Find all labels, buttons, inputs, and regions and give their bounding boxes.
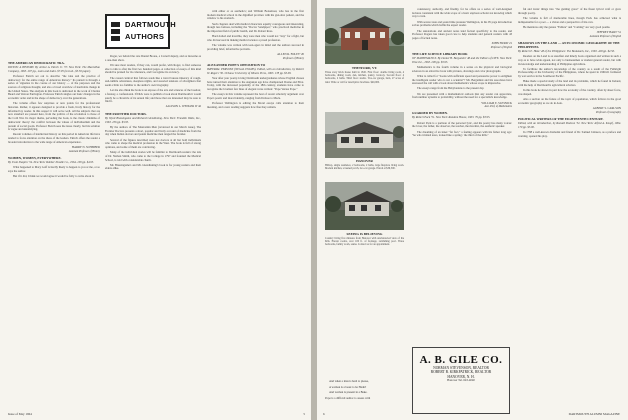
review-subhead: Edited, with an introduction, by Ronald Paulson '52. New York: Alfred A. Knopf, 1964. 170 pp. $5.00. [518,120,621,129]
review-paragraph: The casual carnival that follows reads like a travel bureau itinerary of rough-and-tumble adventures, sleepless nights, and assorted tensions of all-nighters that seem a little too familiar to the author's own biography. [105,75,201,87]
review-subhead: By Wyatt Blassingame and Richard Glendinning. New York: Franklin Watts, Inc., 1963. 256 pp. $3.95. [105,116,201,124]
review-paragraph: Several of the figures described were not doctors at all but bold individuals who came to shape the medical profession in the West. The book is full of strong opinions, and some of them are convincing. [105,137,201,149]
review-paragraph: The volume offers few surprises or new points for the professional historian. Rather, it appears designed to provide a fresh, lively history for the informed lay reader. In this respect it will serve well. All the subjects that are now standard are present here, from the politics of the revolution to those of the Cold War. Its major theme, pervading the book, is the classic dilemma of democratic theory: the conflict between the values of individualism and the pursuit of social goods. Professor Ekirch sees the issue clearly, but his solution is vague and unsatisfying. [8,101,100,132]
review-paragraph: The dreaming of an inner "far fact," a feeling appears with his father long ago: "he who trickled tears, looked like a spring / the third of the hills." [412,129,512,138]
right-column-3 [518,8,621,140]
review-heading: GUARDED BY WOMEN. [412,111,448,116]
review-paragraph: Mr. Blassingame's and Mr. Glendinning's book is for young readers and their elders alike. [105,162,201,171]
review-paragraph: consistency, authority, and finality, for he offers us a series of well-designed lectures consistent with the wide scope of a basic explorer-scholar not knowing which way to turn. [412,7,512,19]
right-footer-magazine: DARTMOUTH ALUMNI MAGAZINE [568,412,620,416]
review-subhead: By Irwin Shapiro '34. New York: Rubber Noodle Co., 1964. 109 pp. $4.95. [8,159,94,164]
review-paragraph: I'm sure most readers, if they can, would prefer, with Roger, to find someone else to talk to after the first two hundred pages. A collection of essays of this kind should be praised for its coherence, and I recognize its accuracy. [105,62,201,75]
house-photo-country [325,182,404,230]
review-paragraph: Hard-boiled and irascible, they were men who would not "stay" for a fight, but who did succeed in making medical science a proud profession. [207,34,304,42]
reviewer-name: ALLISON L. WENGER II '42 [165,104,201,109]
house-illustration [325,8,404,64]
photo-caption-title: SEEING IS BELIEVING [346,232,383,236]
reviewer-role: Professor of History [282,56,304,60]
review-paragraph: What is called for "books with sufficient speed and persuasive power to enlighten the intelligent reader who is not a scientist"? Mr. Bergamini and his associates have answered the call with a book about mathematics whose scope is impressive. [412,73,512,86]
review-paragraph: Professor Wellington is editing the Moral essays calls attention to their meaning, and a new reading suggests how fine they remain. [207,101,304,109]
house-photo-thetford [325,8,404,64]
house-illustration [325,112,404,158]
banner-line-1: DARTMOUTH [125,20,177,29]
photo-caption-title: HANOVER [356,159,373,163]
poem-line: A woman is a beast to be Hadn't [329,384,367,389]
left-column-1 [8,58,100,180]
review-paragraph: The volume is full of memorable lines, though Pack has achieved what is indispensable for a poet — a vision and a perspective of his own. [518,15,621,24]
review-paragraph: Such chapters deal with medical characters equally courageous and interesting, though less famous, including the "Doctor Sandpiper," who practiced medicine in the important field of public health, and Dr. Robert Ross. [207,21,304,34]
review-paragraph: Pope is a difficult author to assess with [325,396,371,401]
review-heading: THE AMERICAN DEMOCRATIC TRA- [8,61,65,65]
review-paragraph: Also a section on the future of the topic of population, which follows in the good economic geography as we do in Asia. [518,97,621,105]
reviewer-name: JEFFREY HART '51 [596,30,621,35]
photo2-caption [325,158,404,172]
review-paragraph: Professor Ekirch set out to describe "the idea and the practice of democracy for the entire range of American history." Its pursuit is through a series of vignettes in the course of our history — of the purposes and the sources of religious thought, and also a broad overview of inevitable change in the United States. The analysis in this book is dedicated in the work of Charles Beard and Vernon Parrington. Professor Ekirch singles out basic changes in the economic order and in the shape of democracy over the generations. [8,73,100,101]
review-subhead: IMPERIAL PERSONS (NEGAL ESSAYS). Edited, with an introduction, by Robert W. Rogers '30. Urbana: University of Illinois Press, 1963. 178 pp. $5.00. [207,66,304,75]
review-heading: POLITICAL WRITERS OF THE EIGHTEENTH CENTURY. [518,116,604,121]
ad-realtor-line: ROBERT B. KIRKPATRICK, REALTOR [430,370,492,375]
right-column-2 [412,8,512,139]
review-heading: SHADOWS ON THE LAND — AN ECONOMIC GEOGRAPHY OF THE PHILIPPINES. [518,40,620,49]
ad-company-name: A. B. GILE CO. [419,354,503,366]
review-paragraph: We are presented with a mathematical outlook that any reader can appreciate, from number systems to probability, without the need for a specialist's knowledge. [412,91,512,100]
review-paragraph: Readers on the Land is as steadfast and timely book organized and written in such a way as to have wide appeal, not only to businessmen or student general reader, but with its knowledge and understanding of Philippine agriculture. [518,54,621,66]
banner-line-2: AUTHORS [125,32,165,41]
right-page [317,0,628,420]
review-paragraph: The essays in this volume represent the best of recent scholarly argument over Pope's poetic and moral identity, ranging from Dobree to Mack. [207,92,304,100]
review-heading: THE LIFE SCIENCE LIBRARY BOOK [412,52,468,57]
house-illustration [325,182,404,230]
left-column-2 [105,55,201,173]
reviewer-name: ALBERT S. CARLSON [592,106,621,111]
review-paragraph: Roger, we behold the rare Daniel Boone, a Cornell deputy, and as tiresome as a one-man show. [105,54,201,62]
review-heading: ALEXANDER POPE'S OPPOSITION TO [207,62,266,67]
review-paragraph: Recent volumes of intellectual history on this period in American life have tended to focus attention on the ideas of the leaders. Ekirch offers the reader a broader introduction to the wide range of American experience. [8,132,100,144]
review-paragraph: Mathematics is the fourth volume in a series on the physical and biological sciences in an attractive book with pictures, drawings and color photographs. [412,64,512,73]
review-heading: WOMEN, WOMEN, EVERYWHERE. [8,155,62,160]
photo-caption-title: THETFORD, VT. [351,66,378,70]
photo3-caption [325,231,404,249]
review-paragraph: But if it did, I think we would agree it would be folly to write about it. [13,174,95,179]
review-subhead: DITION: A HISTORY. By Arthur A. Ekirch Jr. '37. New York: The Macmillan Company, 1963. 297 pp., notes and index. $7.95 (text ed., $5.50 paper). [8,65,100,73]
review-paragraph: Year after year poetry-loving Dartmouth undergraduates whose English classes have turned their attention to the Augustan age have championed Donne and Eliot. Today, with the increased popularity of the 18th century, students have come to recognize the loveliest few lines of elegant verse written: "Pope Versus Pope." [207,75,304,91]
poem-fragment [325,380,407,402]
photo-caption-text: Country living five minutes from Hanover with unobstructed view of the hills. Eleven rooms, over 100 ft. of frontage, swimming pool. Three bedrooms, family room, sauna. Contact us for an appointment. [325,237,404,247]
left-column-3 [207,10,304,111]
review-paragraph: Huke made a special study of the land and its problems, which he found in Ireland, with the help of Dartmouth's agricultural scholars. [518,79,621,88]
review-paragraph: What happened to Mary Goff is hardly likely to happen to you or me, or so says the author. [8,165,100,173]
reviewer-role: Assistant Professor of English [589,34,621,38]
review-paragraph: The annotations and ancient notes lend factual specificity to the reader, and Professor Rogers has taken good care to help students and general readers with 43 pages of factual notes. [412,28,512,40]
ad-location: HANOVER, N. H. [447,374,475,379]
review-subhead: By Robert Pack '51. New York: Random House, 1963. 79 pp. $3.95. [412,115,491,120]
poem-line: And when a man is hard to please, [329,379,369,383]
photo1-caption [325,65,404,86]
review-paragraph: Let me also think the book is an expose of the arts and sciences of the boudoir, a fantasy, a confessional. If Dick were to publish a book about Dartmouth it would surely be a chronicle of its sexual life; and those that are interested may be sure to find it. [105,88,201,104]
reviewer-name: ALLEN R. FOLEY '20 [277,52,304,57]
poem-line: And woman is present in a Bake. [329,390,368,395]
review-paragraph: with either or as aesthetics; and William Bonamour, who has in the first modern medical school in the dignified province with his gun-shot patient, and the window to his stomach. [207,9,304,21]
reviewer-role: Professor of English [490,45,512,49]
review-paragraph: In 1788 a well-known dramatist and friend of Dr. Samuel Johnson, as a preface and warning, opened his play. [518,129,621,138]
reviewer-name: JOHN HURD '21 [491,41,512,46]
review-paragraph: Robert Pack is a partisan of the personal lyric, and his poetry has many voices: the lover, the father, the observer, the teacher, the moralist, the aesthetic speaker. [412,120,512,129]
house-photo-hanover [325,112,404,158]
review-subhead: By Robert E. Huke '48 of the Philippines: The Bookmark, Inc., 1963. 428 pp. $2.50. [518,48,615,53]
review-paragraph: To facilitate the author's knowledge of the country as a result of the Fulbright Professorship at the University of the Philippines, where he spent in 1960-61 furthered by war service in the Southwest Pacific. [518,66,621,79]
review-subhead: OF MATHEMATICS. By Daniel H. Bergamini '48 and the Editors of LIFE. New York: Time Inc., 1963. 200 pp. $3.95. [412,56,512,64]
review-paragraph: The volume was written with teen-agers in mind and the authors succeed in providing brief, informative portraits. [207,43,304,51]
review-paragraph: By the authors of The Mauveinin Men (reviewed in our March issue), The Frontier Doctors presents a short, popular and lively account of medicine from the day when Indian doctors and patent medicine men ranged the frontier. [105,124,201,137]
review-paragraph: In this book he shows in part how the economy of the country, often by sheer force, was shaped. [518,88,621,96]
dartmouth-authors-banner [105,14,177,49]
review-paragraph: The essays range from the Babylonians to the present day. [417,86,485,91]
left-footer-page-number: 5 [303,412,305,416]
reviewer-name: WILLIAM E. SLESNICK [481,100,512,105]
review-paragraph: With severe taste and sound time pressure Wellington, in his 95 page introduction solves problems which baffle the expert reader. [412,19,512,28]
review-paragraph: ful and ironic things into "the guiding grace" of the finest lyrical craft or grew through poetry. [518,7,621,15]
ad-phone: Hanover Tel. 643-4040 [447,378,475,383]
reviewer-role: Assistant Professor of History [68,149,100,153]
photo-caption-text: Hilltop, single residence, 2 bedrooms, 2 baths, large fireplace living room. Modern kitchen, screened porch, two-car garage. Priced at $39,500. [325,164,404,171]
reviewer-role: Asst. Prof. of Mathematics [484,105,512,109]
right-footer-page-number: 6 [323,412,325,416]
review-paragraph: He mentions only the genres "Failure" and "Coming" are very good poems. [523,24,611,29]
book-stack-icon [110,21,121,43]
left-footer-issue: Issue of May 1964 [8,412,32,416]
review-heading: THE FRONTIER DOCTORS. [105,112,147,117]
left-page [0,0,311,420]
gile-real-estate-ad [412,347,510,414]
photo-caption-text: Three story brick house built in 1845. First floor: double living room, 4 bedrooms, dining room, den, kitchen, pantry, lavatory. Second floor: 4 bedrooms, 2 baths. Third floor: studio. Two-car garage, barn, 27 acres of land. Write or call for descriptive brochure. $40,000. [325,71,404,84]
review-paragraph: Many of the individual stories will be familiar to Dartmouth readers: the tale of Dr. Nathan Smith, who came to the College in 1797 and founded the Medical School, is told with considerable charm. [105,150,201,162]
reviewer-role: Professor of Geography [596,110,621,114]
reviewer-name: HARRY N. SCHEIBER [71,145,100,150]
ad-realtor-line: NORMAN STEVENSON, REALTOR [433,366,489,370]
